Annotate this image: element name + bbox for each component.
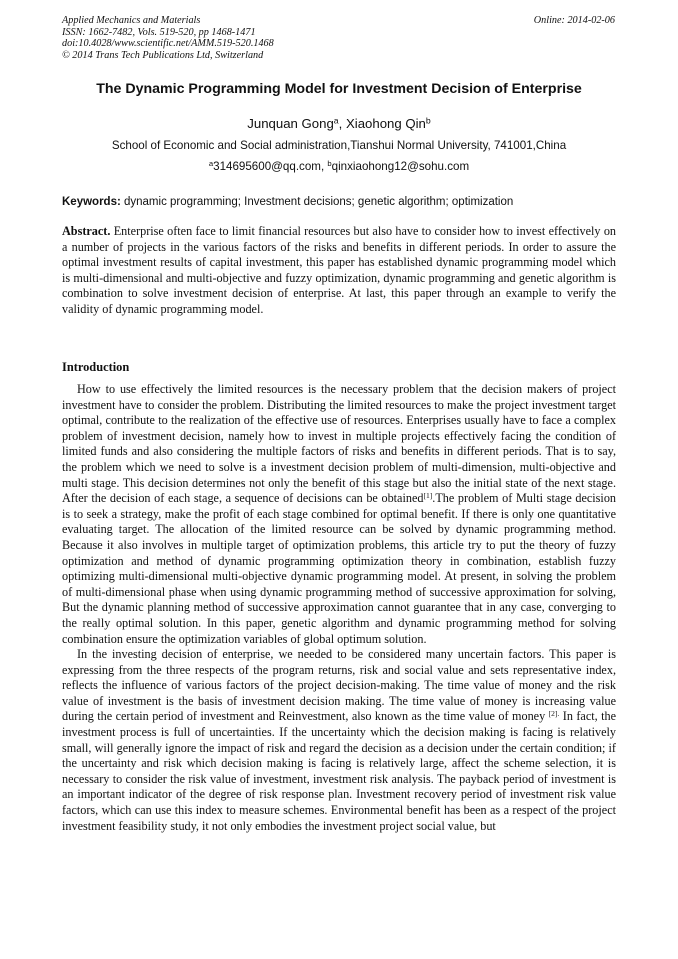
- copyright-line: © 2014 Trans Tech Publications Ltd, Switzerland: [62, 49, 264, 61]
- paragraph: [62, 647, 616, 834]
- email-mark: a: [208, 159, 214, 169]
- author-name: Xiaohong Qin: [345, 116, 426, 131]
- paragraph: [62, 382, 616, 647]
- paragraph-text: How to use effectively the limited resources is the necessary problem that the decision makers of project investment have to consider the problem. Distributing the limited resources to make the project investment target optimal, contribute to the realization of the effective use of resources. Enterprises usually have to face a complex problem of investment decision, namely how to invest in multiple projects effectively facing the condition of limited funds and also considering the multiple factors of risks and benefits in different periods. That is to say, the problem which we need to solve is a investment decision problem of multi-dimension, multi-objective and multi stage. This decision determines not only the benefit of this stage but also the initial state of the next stage. After the decision of each stage, a sequence of decisions can be obtained: [62, 382, 616, 506]
- abstract-label: Abstract.: [62, 224, 111, 238]
- email-list: [0, 160, 678, 173]
- introduction-body: [62, 382, 616, 834]
- citation-ref: [2].: [548, 709, 560, 719]
- paper-title: The Dynamic Programming Model for Investment Decision of Enterprise: [96, 81, 582, 97]
- email-address: 314695600@qq.com,: [213, 160, 325, 173]
- abstract-text: Enterprise often face to limit financial resources but also have to consider how to invest effectively on a number of projects in the various factors of the risks and benefits in different periods. In order to assure the optimal investment results of capital investment, this paper has established dynamic programming model which is multi-dimensional and multi-objective and fuzzy optimization, dynamic programming and genetic algorithm is combination to solve investment decision of enterprise. At last, this paper through an example to verify the validity of dynamic programming model.: [62, 224, 617, 316]
- author-mark: a: [333, 115, 339, 126]
- citation-ref: [1]: [423, 491, 433, 500]
- author-mark: b: [425, 115, 431, 126]
- paragraph-text: In fact, the investment process is full of uncertainties. If the uncertainty which the decision making is facing is relatively small, will generally ignore the impact of risk and regard the decision as a decision under the certain condition; if the uncertainty and risk which decision making is facing is relatively large, affect the scheme selection, it is necessary to consider the risk value of investment, investment risk analysis. The payback period of investment is an important indicator of the degree of risk response plan. Investment recovery period of investment risk value factors, which can use this index to measure schemes. Environmental benefit has been as a respect of the project investment feasibility study, it not only embodies the investment project social value, but: [62, 709, 616, 833]
- journal-name: Applied Mechanics and Materials: [62, 15, 201, 26]
- paragraph-text: In the investing decision of enterprise, we needed to be considered many uncertain factors. This paper is expressing from the three respects of the program returns, risk and social value and sets representative index, reflects the influence of various factors of the project decision-making. The time value of money and the risk value of investment is the basis of investment decision making. The time value of money is increasing value during the certain period of investment and Reinvestment, also known as the time value of money: [62, 647, 616, 724]
- keywords-label: Keywords:: [62, 196, 121, 208]
- keywords: [62, 196, 513, 208]
- abstract: [62, 224, 616, 318]
- section-heading-introduction: Introduction: [62, 360, 130, 374]
- online-date: Online: 2014-02-06: [533, 15, 615, 26]
- email-mark: b: [327, 159, 332, 169]
- keywords-text: dynamic programming; Investment decisions; genetic algorithm; optimization: [124, 196, 514, 208]
- doi-line: doi:10.4028/www.scientific.net/AMM.519-520.1468: [62, 38, 274, 50]
- publication-header: [62, 15, 274, 61]
- issn-line: ISSN: 1662-7482, Vols. 519-520, pp 1468-1471: [62, 26, 256, 38]
- author-list: Junquan Gong$^a$, Xiaohong Qin$^b$: [247, 115, 431, 131]
- email-address: qinxiaohong12@sohu.com: [331, 160, 470, 173]
- affiliation: School of Economic and Social administration,Tianshui Normal University, 741001,China: [111, 139, 567, 152]
- paragraph-text: .The problem of Multi stage decision is to seek a strategy, make the profit of each stage combined for optimal benefit. If there is only one quantitative evaluating target. The allocation of the limited resource can be solved by dynamic programming method. Because it also involves in multiple target of optimization problems, this article try to put the theory of fuzzy optimization and method of dynamic programming optimization theory in combination, establish fuzzy optimizing multi-dimensional multi-objective dynamic programming model. At present, in solving the problem of multi-dimensional phase when using dynamic programming method of successive approximation for solving, But the dynamic planning method of successive approximation cannot guarantee that in any case, converging to the really optimal solution. In this paper, genetic algorithm and dynamic programming method for solving combination ensure the optimization variables of global optimum solution.: [62, 491, 617, 646]
- author-name: Junquan Gong: [247, 116, 334, 131]
